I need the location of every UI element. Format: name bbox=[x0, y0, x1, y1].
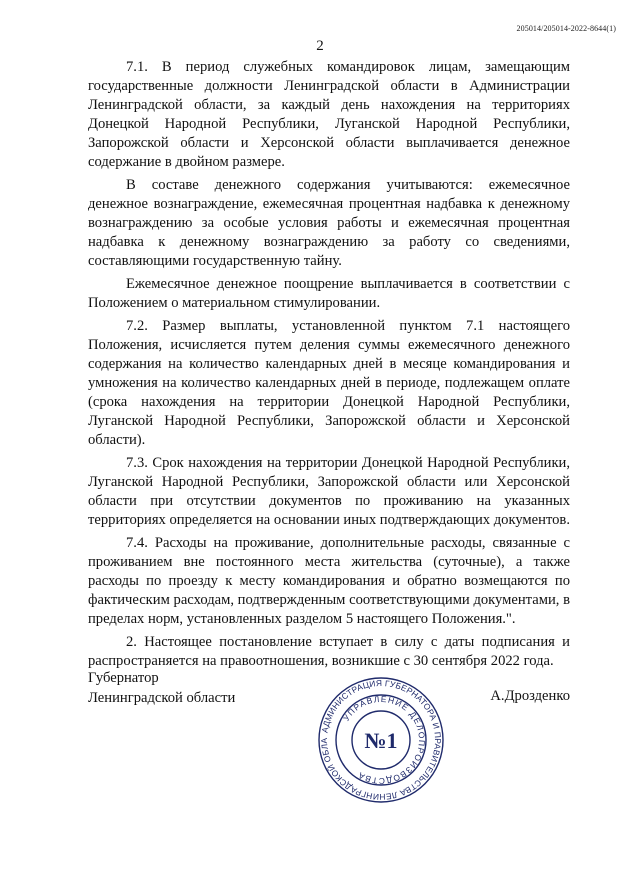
paragraph-7-3: 7.3. Срок нахождения на территории Донецкой Народной Республики, Луганской Народной Республики, Запорожской области или Херсонской области при отсутствии документов по проживанию на указанных территориях определяется на основании иных подтверждающих документов. bbox=[88, 455, 570, 528]
signatory-title-line2: Ленинградской области bbox=[88, 690, 236, 706]
signatory-name: А.Дрозденко bbox=[490, 688, 570, 704]
svg-text:АДМИНИСТРАЦИЯ ГУБЕРНАТОРА И ПР: АДМИНИСТРАЦИЯ ГУБЕРНАТОРА И ПРАВИТЕЛЬСТВА ЛЕНИНГРАДСКОЙ ОБЛА bbox=[318, 677, 444, 803]
paragraph-2-effective: 2. Настоящее постановление вступает в силу с даты подписания и распространяется на правоотношения, возникшие с 30 сентября 2022 года. bbox=[88, 634, 570, 669]
document-id: 205014/205014-2022-8644(1) bbox=[516, 24, 616, 33]
svg-text:УПРАВЛЕНИЕ ДЕЛОПРОИЗВОДСТВА: УПРАВЛЕНИЕ ДЕЛОПРОИЗВОДСТВА bbox=[340, 693, 428, 787]
svg-text:№1: №1 bbox=[364, 728, 398, 753]
page-number: 2 bbox=[316, 38, 324, 54]
signatory-title bbox=[88, 668, 235, 708]
paragraph-7-4: 7.4. Расходы на проживание, дополнительные расходы, связанные с проживанием вне постоянного места жительства (суточные), а также расходы по проезду к месту командирования и обратно возмещаются по фактическим расходам, подтвержденным соответствующими документами, в пределах норм, установленных разделом 5 настоящего Положения.". bbox=[88, 535, 570, 627]
paragraph-7-1: 7.1. В период служебных командировок лицам, замещающим государственные должности Ленинградской области в Администрации Ленинградской области, за каждый день нахождения на территориях Донецкой Народной Республики, Луганской Народной Республики, Запорожской области и Херсонской области выплачивается денежное содержание в двойном размере. bbox=[88, 59, 570, 170]
document-body bbox=[88, 58, 570, 675]
signatory-title-line1: Губернатор bbox=[88, 670, 159, 686]
paragraph-bonus: Ежемесячное денежное поощрение выплачивается в соответствии с Положением о материальном стимулировании. bbox=[88, 276, 570, 311]
stamp-seal-icon bbox=[316, 675, 446, 805]
official-stamp bbox=[316, 675, 446, 805]
paragraph-7-2: 7.2. Размер выплаты, установленной пунктом 7.1 настоящего Положения, исчисляется путем деления суммы ежемесячного денежного содержания на количество календарных дней в месяце командирования и умножения на количество календарных дней в периоде, подлежащем оплате (срока нахождения на территории Донецкой Народной Республики, Луганской Народной Республики, Запорожской области и Херсонской области). bbox=[88, 318, 570, 448]
paragraph-salary-composition: В составе денежного содержания учитываются: ежемесячное денежное вознаграждение, ежемесячная процентная надбавка к денежному вознаграждению за особые условия работы и ежемесячная процентная надбавка к денежному вознаграждению за работу со сведениями, составляющими государственную тайну. bbox=[88, 177, 570, 269]
